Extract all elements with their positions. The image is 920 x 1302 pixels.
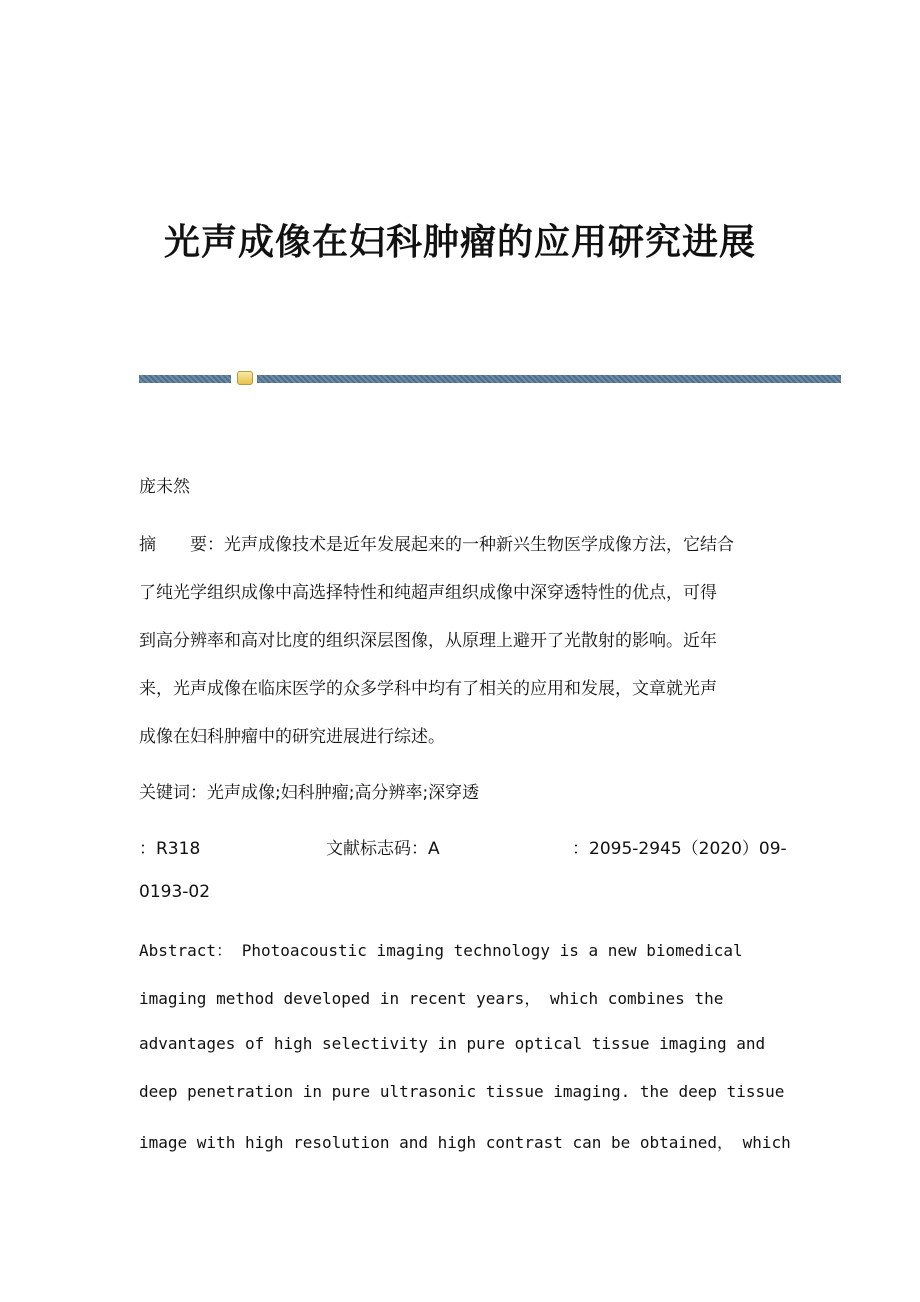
divider-ornament-icon: [237, 371, 253, 385]
abstract-en-line-2: imaging method developed in recent years， which combines the: [139, 989, 724, 1008]
divider-bar-right: [257, 375, 841, 383]
article-number-continued: 0193-02: [139, 882, 211, 902]
keywords-line: [139, 778, 479, 803]
author-name: 庞未然: [139, 477, 190, 497]
abstract-cn-label: 摘 要：: [139, 535, 224, 555]
document-title: 光声成像在妇科肿瘤的应用研究进展: [163, 221, 756, 263]
abstract-cn-line-2: 了纯光学组织成像中高选择特性和纯超声组织成像中深穿透特性的优点，可得: [139, 583, 717, 603]
abstract-en-line-1: Abstract： Photoacoustic imaging technology is a new biomedical: [139, 941, 743, 960]
abstract-cn-line-1: 摘 要：光声成像技术是近年发展起来的一种新兴生物医学成像方法，它结合: [139, 535, 734, 555]
abstract-en-line-5: image with high resolution and high contrast can be obtained， which: [139, 1133, 791, 1152]
abstract-en-line-3: advantages of high selectivity in pure optical tissue imaging and: [139, 1034, 766, 1053]
abstract-cn-line-5: 成像在妇科肿瘤中的研究进展进行综述。: [139, 727, 445, 747]
abstract-cn-line-3: 到高分辨率和高对比度的组织深层图像，从原理上避开了光散射的影响。近年: [139, 631, 717, 651]
divider-bar-left: [139, 375, 231, 383]
clc-number: ：R318: [139, 839, 201, 859]
title-divider: [139, 375, 841, 383]
document-code: 文献标志码：A: [326, 839, 440, 859]
abstract-cn-line-4: 来，光声成像在临床医学的众多学科中均有了相关的应用和发展，文章就光声: [139, 679, 717, 699]
keywords-value: 光声成像;妇科肿瘤;高分辨率;深穿透: [207, 783, 480, 803]
abstract-en-line-4: deep penetration in pure ultrasonic tissue imaging. the deep tissue: [139, 1082, 785, 1101]
article-number: ：2095-2945（2020）09-: [572, 839, 787, 859]
keywords-label: 关键词：: [139, 783, 207, 803]
